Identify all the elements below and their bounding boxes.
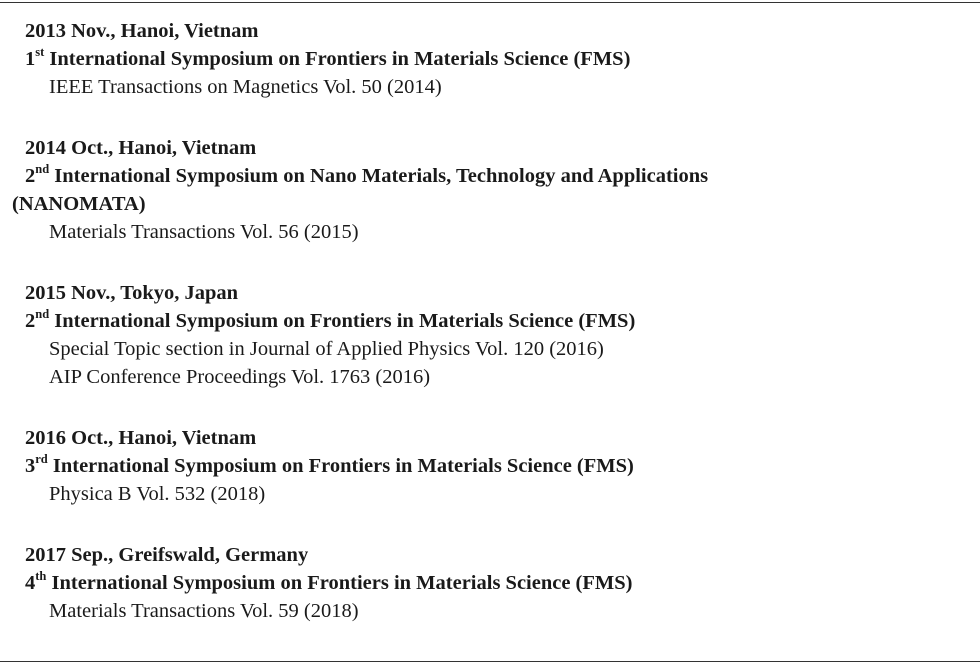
event-title xyxy=(0,569,980,597)
event-date-place: 2014 Oct., Hanoi, Vietnam xyxy=(25,137,257,159)
event-title-continuation: (NANOMATA) xyxy=(12,193,146,215)
event-entry xyxy=(0,279,980,391)
top-rule xyxy=(0,2,980,3)
event-title-text: International Symposium on Frontiers in Materials Science (FMS) xyxy=(46,572,633,594)
event-publication: Physica B Vol. 532 (2018) xyxy=(49,483,266,505)
event-ordinal: 2 xyxy=(25,165,36,187)
event-title xyxy=(0,307,980,335)
event-title xyxy=(0,45,980,73)
bottom-rule xyxy=(0,661,980,662)
event-publication: IEEE Transactions on Magnetics Vol. 50 (2014) xyxy=(49,76,442,98)
event-date-place: 2015 Nov., Tokyo, Japan xyxy=(25,282,239,304)
event-ordinal: 4 xyxy=(25,572,36,594)
event-ordinal: 1 xyxy=(25,48,36,70)
event-title xyxy=(0,452,980,480)
event-ordinal-suffix: th xyxy=(35,569,47,584)
event-ordinal-suffix: nd xyxy=(35,307,50,322)
event-title-text: International Symposium on Frontiers in Materials Science (FMS) xyxy=(44,48,631,70)
event-entry xyxy=(0,134,980,246)
event-title-text: International Symposium on Frontiers in Materials Science (FMS) xyxy=(49,310,636,332)
event-publication: Materials Transactions Vol. 59 (2018) xyxy=(49,600,359,622)
event-date-place: 2017 Sep., Greifswald, Germany xyxy=(25,544,309,566)
event-ordinal-suffix: st xyxy=(35,45,45,60)
event-date-place: 2016 Oct., Hanoi, Vietnam xyxy=(25,427,257,449)
event-ordinal-suffix: rd xyxy=(35,452,48,467)
event-title-text: International Symposium on Nano Materials, Technology and Applications xyxy=(49,165,709,187)
event-date-place: 2013 Nov., Hanoi, Vietnam xyxy=(25,20,259,42)
event-entry xyxy=(0,17,980,101)
event-ordinal: 3 xyxy=(25,455,36,477)
event-publication: AIP Conference Proceedings Vol. 1763 (2016) xyxy=(49,366,431,388)
event-title-text: International Symposium on Frontiers in Materials Science (FMS) xyxy=(47,455,634,477)
event-ordinal: 2 xyxy=(25,310,36,332)
event-title xyxy=(0,162,980,190)
event-publication: Materials Transactions Vol. 56 (2015) xyxy=(49,221,359,243)
event-publication: Special Topic section in Journal of Applied Physics Vol. 120 (2016) xyxy=(49,338,604,360)
event-entry xyxy=(0,541,980,625)
event-list xyxy=(0,17,980,625)
event-entry xyxy=(0,424,980,508)
event-ordinal-suffix: nd xyxy=(35,162,50,177)
